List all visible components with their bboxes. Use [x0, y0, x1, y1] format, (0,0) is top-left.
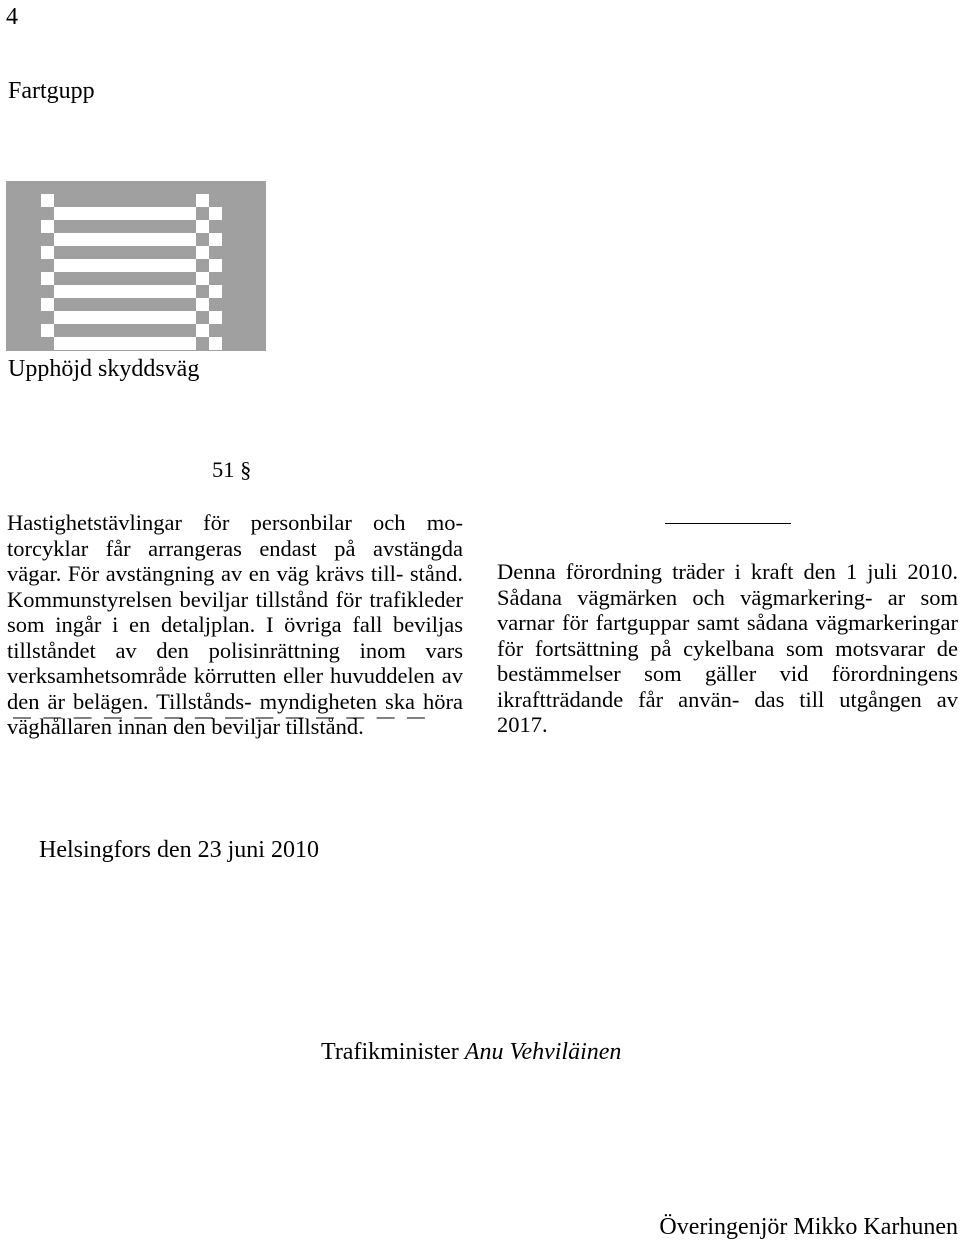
engineer-signature: Överingenjör Mikko Karhunen [659, 1214, 958, 1240]
checker-square [41, 194, 54, 207]
left-line: Hastighetstävlingar för personbilar och mo- [7, 510, 463, 535]
right-line: 2010. Sådana vägmärken och vägmarkering- [497, 559, 958, 610]
right-line: vägmarkeringar för fortsättning på cykelbana [497, 610, 959, 661]
left-line: torcyklar får arrangeras endast på avstängda [7, 535, 463, 561]
checker-square [41, 272, 54, 285]
right-line: Denna förordning träder i kraft den 1 juli [497, 559, 898, 584]
end-dash-rule [7, 716, 463, 720]
checker-square [209, 259, 222, 272]
left-line: beviljar tillstånd. [211, 714, 364, 739]
left-column-text [7, 510, 463, 740]
crosswalk-stripe [67, 311, 196, 324]
place-date: Helsingfors den 23 juni 2010 [39, 837, 319, 863]
left-line: huvuddelen av den är belägen. Tillstånds- [7, 663, 463, 714]
checker-square [41, 324, 54, 337]
crosswalk-stripe [67, 233, 196, 246]
crosswalk-stripe [67, 207, 196, 220]
checker-square [196, 220, 209, 233]
checker-square [209, 285, 222, 298]
checker-square [209, 337, 222, 350]
right-line: ar som varnar för fartguppar samt sådana [497, 584, 958, 635]
right-column-text [497, 559, 958, 738]
checker-square [54, 259, 67, 272]
checker-square [41, 246, 54, 259]
crosswalk-stripe [67, 259, 196, 272]
paragraph-number: 51 § [212, 457, 252, 482]
checker-square [209, 311, 222, 324]
page-number: 4 [6, 4, 18, 30]
checker-square [54, 311, 67, 324]
left-line: fall beviljas tillståndet av den polisinrättning [7, 612, 463, 663]
crosswalk-stripe [67, 337, 196, 350]
right-line: som motsvarar de bestämmelser som gäller [497, 635, 959, 686]
checker-square [54, 233, 67, 246]
checker-square [54, 207, 67, 220]
checker-square [209, 233, 222, 246]
checker-square [54, 285, 67, 298]
left-line: stånd. Kommunstyrelsen beviljar tillstånd för [7, 561, 464, 612]
right-line: vid förordningens ikraftträdande får använ- [497, 661, 959, 712]
left-line: inom vars verksamhetsområde körrutten eller [7, 637, 464, 688]
left-line: vägar. För avstängning av en väg krävs till- [7, 561, 404, 586]
figure-caption: Upphöjd skyddsväg [8, 356, 200, 382]
crosswalk-stripe [67, 285, 196, 298]
separator-rule [665, 523, 791, 524]
checker-square [196, 298, 209, 311]
checker-square [41, 298, 54, 311]
checker-square [196, 272, 209, 285]
checker-square [196, 194, 209, 207]
checker-square [196, 246, 209, 259]
checker-square [54, 337, 67, 350]
right-line: das till utgången av 2017. [497, 686, 958, 737]
minister-name: Anu Vehviläinen [464, 1039, 622, 1065]
raised-crosswalk-sign-figure [6, 181, 266, 351]
checker-square [196, 324, 209, 337]
checker-square [209, 207, 222, 220]
left-line: trafikleder som ingår i en detaljplan. I övriga [7, 586, 464, 637]
section-heading: Fartgupp [8, 78, 95, 104]
checker-square [41, 220, 54, 233]
left-line: myndigheten ska höra väghållaren innan den [7, 688, 464, 739]
minister-title: Trafikminister [321, 1039, 459, 1065]
minister-signature [321, 1036, 621, 1068]
